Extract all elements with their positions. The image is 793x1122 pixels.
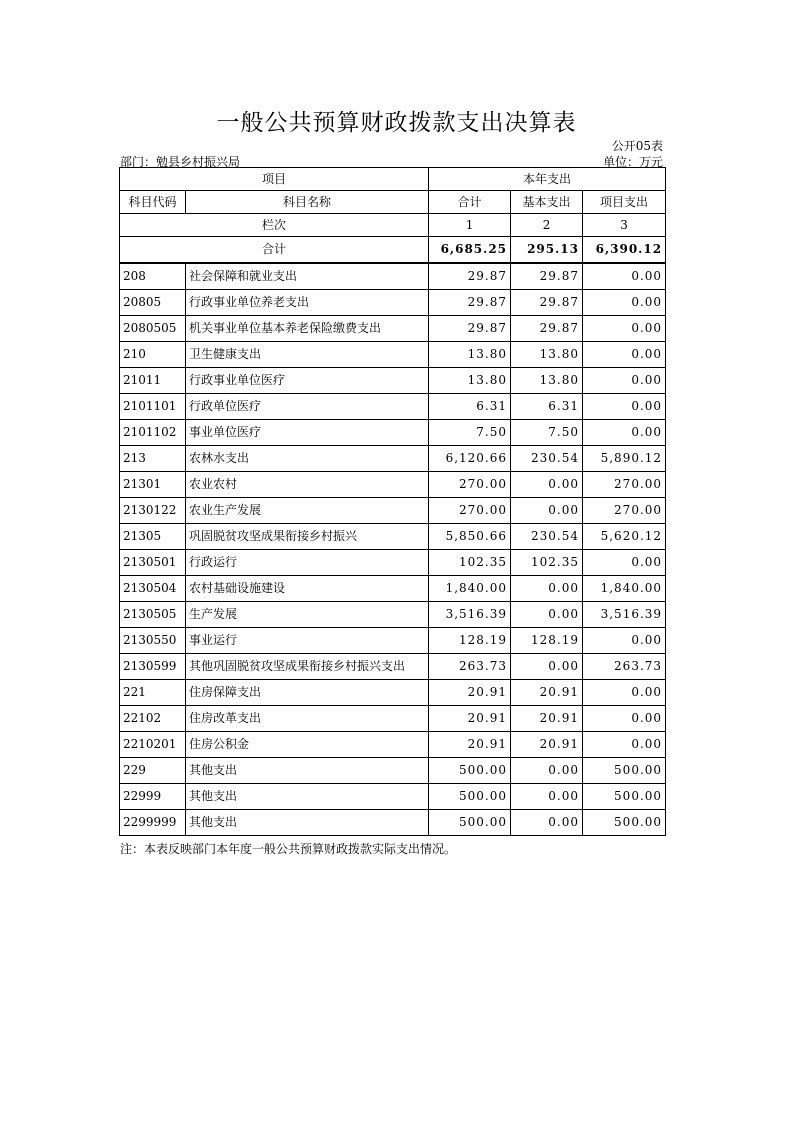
row-code: 21011 — [120, 368, 186, 394]
row-total: 500.00 — [429, 810, 511, 836]
table-row — [120, 316, 666, 342]
row-project: 270.00 — [583, 472, 666, 498]
header-row-1 — [120, 168, 666, 191]
row-total: 20.91 — [429, 680, 511, 706]
row-project: 3,516.39 — [583, 602, 666, 628]
row-total: 500.00 — [429, 784, 511, 810]
row-total: 1,840.00 — [429, 576, 511, 602]
row-total: 3,516.39 — [429, 602, 511, 628]
row-name: 行政事业单位医疗 — [186, 368, 429, 394]
row-basic: 6.31 — [511, 394, 583, 420]
row-total: 29.87 — [429, 263, 511, 290]
table-row — [120, 368, 666, 394]
row-total: 13.80 — [429, 342, 511, 368]
row-project: 0.00 — [583, 628, 666, 654]
row-code: 2130122 — [120, 498, 186, 524]
row-total: 20.91 — [429, 706, 511, 732]
row-total: 20.91 — [429, 732, 511, 758]
table-row — [120, 290, 666, 316]
row-project: 5,890.12 — [583, 446, 666, 472]
form-code: 公开05表 — [611, 139, 663, 153]
table-row — [120, 628, 666, 654]
row-project: 500.00 — [583, 784, 666, 810]
expenditure-table — [119, 167, 666, 836]
row-basic: 0.00 — [511, 576, 583, 602]
row-code: 2130505 — [120, 602, 186, 628]
row-basic: 29.87 — [511, 263, 583, 290]
row-code: 213 — [120, 446, 186, 472]
row-name: 住房公积金 — [186, 732, 429, 758]
row-name: 卫生健康支出 — [186, 342, 429, 368]
table-row — [120, 342, 666, 368]
row-project: 0.00 — [583, 394, 666, 420]
table-row — [120, 732, 666, 758]
row-project: 0.00 — [583, 680, 666, 706]
row-code: 2130550 — [120, 628, 186, 654]
row-code: 2130504 — [120, 576, 186, 602]
total-total: 6,685.25 — [429, 237, 511, 264]
row-code: 2101101 — [120, 394, 186, 420]
header-total: 合计 — [429, 191, 511, 214]
row-basic: 13.80 — [511, 342, 583, 368]
row-name: 机关事业单位基本养老保险缴费支出 — [186, 316, 429, 342]
row-code: 210 — [120, 342, 186, 368]
table-row — [120, 472, 666, 498]
row-code: 229 — [120, 758, 186, 784]
row-code: 22999 — [120, 784, 186, 810]
header-name: 科目名称 — [186, 191, 429, 214]
row-basic: 0.00 — [511, 472, 583, 498]
row-name: 事业单位医疗 — [186, 420, 429, 446]
row-total: 6,120.66 — [429, 446, 511, 472]
row-project: 500.00 — [583, 758, 666, 784]
table-row — [120, 576, 666, 602]
table-row — [120, 394, 666, 420]
page-title: 一般公共预算财政拨款支出决算表 — [216, 110, 577, 136]
total-basic: 295.13 — [511, 237, 583, 264]
row-name: 生产发展 — [186, 602, 429, 628]
row-code: 21301 — [120, 472, 186, 498]
row-project: 0.00 — [583, 706, 666, 732]
header-code: 科目代码 — [120, 191, 186, 214]
header-col1: 1 — [429, 214, 511, 237]
table-row — [120, 498, 666, 524]
row-basic: 230.54 — [511, 524, 583, 550]
row-project: 270.00 — [583, 498, 666, 524]
row-project: 0.00 — [583, 420, 666, 446]
header-item: 项目 — [120, 168, 429, 191]
row-total: 29.87 — [429, 316, 511, 342]
total-project: 6,390.12 — [583, 237, 666, 264]
table-row — [120, 263, 666, 290]
row-basic: 102.35 — [511, 550, 583, 576]
row-project: 0.00 — [583, 368, 666, 394]
row-basic: 13.80 — [511, 368, 583, 394]
row-project: 0.00 — [583, 550, 666, 576]
footnote: 注：本表反映部门本年度一般公共预算财政拨款实际支出情况。 — [120, 842, 457, 856]
row-name: 农业生产发展 — [186, 498, 429, 524]
header-row-3 — [120, 214, 666, 237]
row-project: 0.00 — [583, 263, 666, 290]
row-project: 1,840.00 — [583, 576, 666, 602]
table-row — [120, 420, 666, 446]
row-name: 其他支出 — [186, 784, 429, 810]
row-name: 行政单位医疗 — [186, 394, 429, 420]
row-basic: 20.91 — [511, 706, 583, 732]
unit-label: 单位：万元 — [602, 155, 663, 169]
row-total: 102.35 — [429, 550, 511, 576]
table-row — [120, 758, 666, 784]
table-row — [120, 706, 666, 732]
row-basic: 20.91 — [511, 680, 583, 706]
row-total: 270.00 — [429, 472, 511, 498]
row-total: 5,850.66 — [429, 524, 511, 550]
row-total: 13.80 — [429, 368, 511, 394]
header-project: 项目支出 — [583, 191, 666, 214]
row-total: 263.73 — [429, 654, 511, 680]
table-row — [120, 654, 666, 680]
row-total: 6.31 — [429, 394, 511, 420]
total-label: 合计 — [120, 237, 429, 264]
row-basic: 0.00 — [511, 602, 583, 628]
row-code: 2299999 — [120, 810, 186, 836]
row-project: 0.00 — [583, 342, 666, 368]
row-name: 其他巩固脱贫攻坚成果衔接乡村振兴支出 — [186, 654, 429, 680]
header-column-no: 栏次 — [120, 214, 429, 237]
row-name: 其他支出 — [186, 758, 429, 784]
row-total: 128.19 — [429, 628, 511, 654]
row-name: 农业农村 — [186, 472, 429, 498]
header-col2: 2 — [511, 214, 583, 237]
row-project: 5,620.12 — [583, 524, 666, 550]
row-basic: 0.00 — [511, 758, 583, 784]
row-total: 270.00 — [429, 498, 511, 524]
row-project: 500.00 — [583, 810, 666, 836]
row-code: 2101102 — [120, 420, 186, 446]
row-name: 事业运行 — [186, 628, 429, 654]
table-row — [120, 784, 666, 810]
row-name: 社会保障和就业支出 — [186, 263, 429, 290]
row-code: 2080505 — [120, 316, 186, 342]
row-code: 2210201 — [120, 732, 186, 758]
row-basic: 29.87 — [511, 290, 583, 316]
table-row — [120, 680, 666, 706]
row-name: 行政运行 — [186, 550, 429, 576]
row-code: 21305 — [120, 524, 186, 550]
row-basic: 29.87 — [511, 316, 583, 342]
header-basic: 基本支出 — [511, 191, 583, 214]
row-total: 500.00 — [429, 758, 511, 784]
row-name: 行政事业单位养老支出 — [186, 290, 429, 316]
table-body — [120, 168, 666, 836]
row-name: 住房改革支出 — [186, 706, 429, 732]
table-row — [120, 446, 666, 472]
row-basic: 0.00 — [511, 498, 583, 524]
row-name: 巩固脱贫攻坚成果衔接乡村振兴 — [186, 524, 429, 550]
row-code: 22102 — [120, 706, 186, 732]
row-project: 0.00 — [583, 316, 666, 342]
row-basic: 0.00 — [511, 654, 583, 680]
row-code: 2130599 — [120, 654, 186, 680]
row-name: 农林水支出 — [186, 446, 429, 472]
row-project: 0.00 — [583, 290, 666, 316]
row-name: 其他支出 — [186, 810, 429, 836]
header-current-year: 本年支出 — [429, 168, 666, 191]
row-basic: 0.00 — [511, 810, 583, 836]
row-code: 2130501 — [120, 550, 186, 576]
row-basic: 20.91 — [511, 732, 583, 758]
row-basic: 7.50 — [511, 420, 583, 446]
row-basic: 0.00 — [511, 784, 583, 810]
row-code: 20805 — [120, 290, 186, 316]
row-name: 农村基础设施建设 — [186, 576, 429, 602]
row-project: 263.73 — [583, 654, 666, 680]
row-code: 221 — [120, 680, 186, 706]
total-row — [120, 237, 666, 264]
table-row — [120, 524, 666, 550]
row-project: 0.00 — [583, 732, 666, 758]
row-total: 7.50 — [429, 420, 511, 446]
header-row-2 — [120, 191, 666, 214]
row-basic: 128.19 — [511, 628, 583, 654]
row-name: 住房保障支出 — [186, 680, 429, 706]
row-code: 208 — [120, 263, 186, 290]
table-row — [120, 550, 666, 576]
table-row — [120, 810, 666, 836]
row-basic: 230.54 — [511, 446, 583, 472]
header-col3: 3 — [583, 214, 666, 237]
row-total: 29.87 — [429, 290, 511, 316]
department-label: 部门：勉县乡村振兴局 — [120, 155, 241, 169]
table-row — [120, 602, 666, 628]
